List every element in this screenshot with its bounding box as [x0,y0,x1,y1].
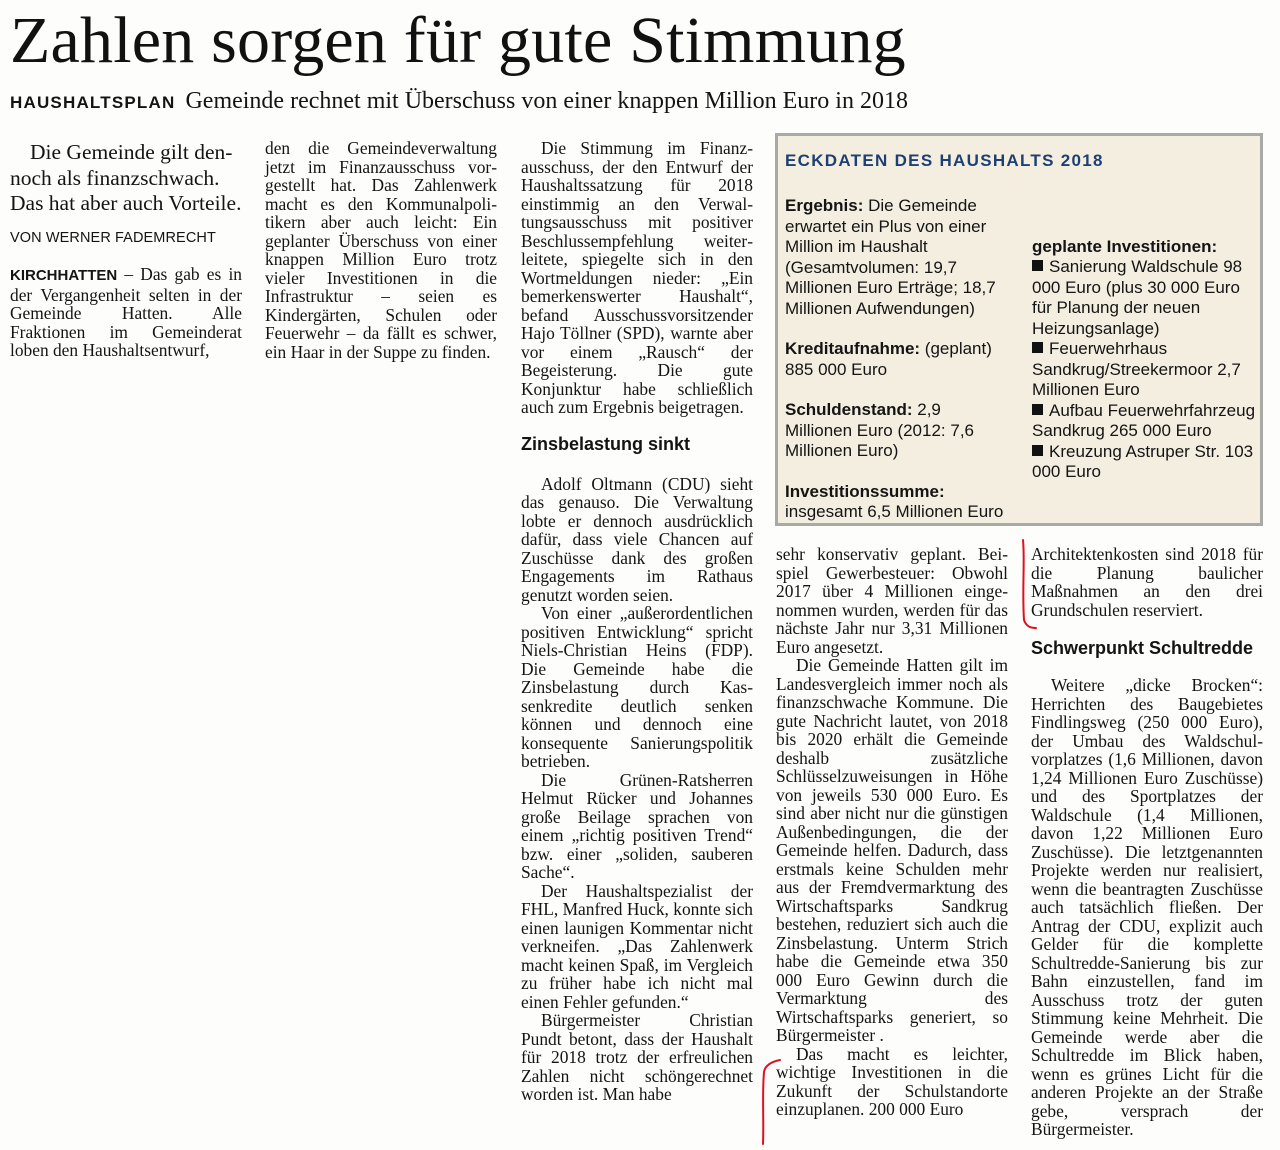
info-schuldenstand: Schuldenstand: 2,9 Millionen Euro (2012: 7,6 Millionen Euro) [785,400,975,460]
red-bracket-mark [1023,540,1036,628]
info-investition-item: Aufbau Feuerwehrfahrzeug Sandkrug 265 000 Euro [1032,400,1256,440]
info-investitionen-label: geplante Investitionen: [1032,236,1218,256]
dateline: KIRCHHATTEN [10,267,118,284]
body-paragraph: Von einer „außerordentlichen positiven Entwicklung“ spricht Niels-Christian Heins (FDP). Die Gemeinde habe die Zinsbelastung durch Kassenkredite deutlich senken können und dennoch eine konsequente Sanierungspolitik betrieben. [521,603,753,771]
info-investitionssumme: Investitionssumme: insgesamt 6,5 Millionen Euro [785,481,1004,521]
info-investition-item: Kreuzung Astruper Str. 103 000 Euro [1032,441,1254,481]
body-paragraph: sehr konservativ geplant. Beispiel Gewerbesteuer: Obwohl 2017 über 4 Millionen eingenommen wurden, werden für das nächste Jahr nur 3,31 Millionen Euro angesetzt. [776,544,1008,657]
intro-text: Die Gemeinde gilt dennoch als finanzschwach. Das hat aber auch Vorteile. [10,140,242,215]
body-paragraph: den die Gemeindeverwaltung jetzt im Finanzausschuss vorgestellt hat. Das Zahlenwerk macht es den Kommunalpolitikern aber auch leicht: Ein geplanter Überschuss von einer knappen Million Euro trotz vieler Investitionen in die Infrastruktur – seien es Kindergärten, Schulen oder Feuerwehr – da fällt es schwer, ein Haar in der Suppe zu finden. [265,138,497,362]
subheadline: Gemeinde rechnet mit Überschuss von einer knappen Million Euro in 2018 [185,88,908,114]
body-paragraph: Die Grünen-Ratsherren Helmut Rücker und Johannes große Beilage sprachen von einem „richtig positiven Trend“ bzw. einer „soliden, sauberen Sache“. [521,769,753,882]
body-paragraph: Adolf Oltmann (CDU) sieht das genauso. Die Verwaltung lobte er dennoch ausdrücklich dafür, dass viele Chancen auf Zuschüsse dank des großen Engagements im Rathaus genutzt worden seien. [521,473,753,605]
info-kreditaufnahme: Kreditaufnahme: (geplant) 885 000 Euro [785,339,992,379]
red-bracket-mark [763,1060,780,1144]
kicker: HAUSHALTSPLAN [10,93,176,112]
body-paragraph: Das macht es leichter, wichtige Investitionen in die Zukunft der Schulstandorte einzuplanen. 200 000 Euro [776,1043,1008,1119]
body-paragraph: Weitere „dicke Brocken“: Herrichten des Baugebietes Findlingsweg (250 000 Euro), der Umbau des Waldschulvorplatzes (1,6 Millionen, davon 1,24 Millionen Euro Zuschüsse) und des Sportplatzes der Waldschule (1,4 Millionen, davon 1,22 Millionen Euro Zuschüsse). Die letztgenannten Projekte werden nur realisiert, wenn die beantragten Zuschüsse auch tatsächlich fließen. Der Antrag der CDU, explizit auch Gelder für die komplette Schultredde-Sanierung bis zur Bahn einzustellen, fand im Ausschuss trotz der guten Stimmung keine Mehrheit. Die Gemeinde werde aber die Schultredde im Blick haben, wenn es grünes Licht für die anderen Projekte an der Straße gebe, versprach der Bürgermeister. [1031,675,1263,1139]
subheadline-zinsbelastung: Zinsbelastung sinkt [521,433,691,454]
headline: Zahlen sorgen für gute Stimmung [10,4,906,77]
body-paragraph: Bürgermeister Christian Pundt betont, dass der Haushalt für 2018 trotz der erfreulichen Zahlen nicht schöngerechnet worden ist. Man habe [521,1010,753,1104]
body-paragraph: Der Haushaltspezialist der FHL, Manfred Huck, konnte sich einen launigen Kommentar nicht verkneifen. „Das Zahlenwerk macht keinen Spaß, im Vergleich zu früher habe ich nicht mal einen Fehler gefunden.“ [521,880,753,1012]
body-paragraph: Die Stimmung im Finanzausschuss, der den Entwurf der Haushaltssatzung für 2018 einstimmig an den Verwaltungsausschuss mit positiver Beschlussempfehlung weiterleitete, spiegelte sich in den Wortmeldungen nieder: „Ein bemerkenswerter Haushalt“, befand Ausschussvorsitzender Hajo Töllner (SPD), warnte aber vor einem „Rausch“ der Begeisterung. Die gute Konjunktur habe schließlich auch zum Ergebnis beigetragen. [521,138,753,417]
body-paragraph: KIRCHHATTEN – Das gab es in der Vergangenheit selten in der Gemeinde Hatten. Alle Fraktionen im Gemeinderat loben den Haushaltsentwurf, [10,264,242,360]
body-paragraph: Die Gemeinde Hatten gilt im Landesvergleich immer noch als finanzschwache Kommune. Die gute Nachricht lautet, von 2018 bis 2020 erhält die Gemeinde deshalb zusätzliche Schlüsselzuweisungen in Höhe von jeweils 530 000 Euro. Es sind aber nicht nur die günstigen Außenbedingungen, die der Gemeinde helfen. Dadurch, dass erstmals keine Schulden mehr aus der Fremdvermarktung des Wirtschaftsparks Sandkrug bestehen, reduziert sich auch die Zinsbelastung. Unterm Strich habe die Gemeinde etwa 350 000 Euro Gewinn durch die Vermarktung des Wirtschaftsparks generiert, so Bürgermeister . [776,655,1008,1045]
info-ergebnis: Ergebnis: Die Gemeinde erwartet ein Plus von einer Million im Haushalt (Gesamtvolumen: 19,7 Millionen Euro Erträge; 18,7 Millionen Aufwendungen) [785,196,996,318]
info-box-title: ECKDATEN DES HAUSHALTS 2018 [785,151,1104,170]
info-investition-item: Sanierung Waldschule 98 000 Euro (plus 30 000 Euro für Planung der neuen Heizungsanlage) [1032,257,1243,338]
info-investition-item: Feuerwehrhaus Sandkrug/Streekermoor 2,7 Millionen Euro [1032,339,1241,399]
subheadline-schwerpunkt: Schwerpunkt Schultredde [1031,638,1254,658]
body-paragraph: Architektenkosten sind 2018 für die Planung baulicher Maßnahmen an den drei Grundschulen reserviert. [1031,544,1263,620]
author-byline: VON WERNER FADEMRECHT [10,229,216,246]
